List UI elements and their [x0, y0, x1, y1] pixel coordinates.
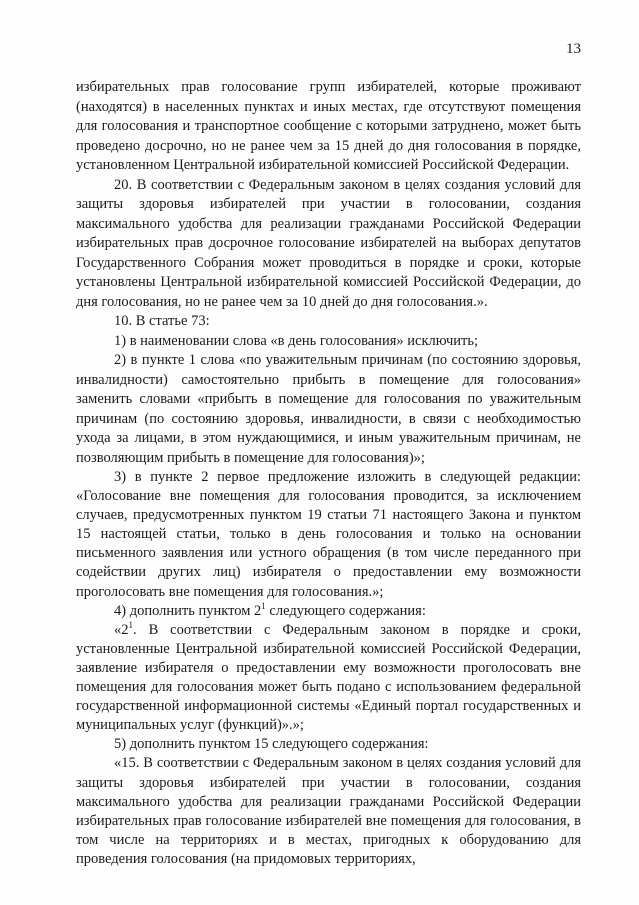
text-segment: . В соответствии с Федеральным законом в порядке и сроки, установленные Центральной избирательной комиссией Российской Федерации, заявление избирателя о предоставлении ему возможности проголосовать вне помещения для голосования может быть подано с использованием федеральной государственной информационной системы «Единый портал государственных и муниципальных услуг (функций)».»;: [76, 621, 581, 734]
paragraph-point-2-1: [76, 621, 581, 736]
paragraph-subitem-4: [76, 602, 581, 621]
text-segment: следующего содержания:: [265, 602, 426, 619]
superscript: 1: [128, 619, 133, 630]
page-number: 13: [566, 41, 581, 57]
paragraph-subitem-3: 3) в пункте 2 первое предложение изложить в следующей редакции: «Голосование вне помещения для голосования проводится, за исключением случаев, предусмотренных пунктом 19 статьи 71 настоящего Закона и пунктом 15 настоящей статьи, только в день голосования и только на основании письменного заявления или устного обращения (в том числе переданного при содействии других лиц) избирателя о предоставлении ему возможности проголосовать вне помещения для голосования.»;: [76, 469, 581, 600]
paragraph-article-73-heading: 10. В статье 73:: [114, 313, 210, 329]
document-body: [76, 78, 581, 869]
paragraph-subitem-5: 5) дополнить пунктом 15 следующего содержания:: [114, 736, 429, 753]
text-segment: «2: [114, 621, 129, 638]
superscript: 1: [261, 600, 266, 611]
paragraph-point-15: «15. В соответствии с Федеральным законом в целях создания условий для защиты здоровья избирателей при участии в голосовании, создания максимального удобства для реализации гражданами Российской Федерации избирательных прав голосование избирателей вне помещения для голосования, в том числе на территориях и в местах, пригодных к оборудованию для проведения голосования (на придомовых территориях,: [76, 755, 581, 867]
paragraph-item-20: 20. В соответствии с Федеральным законом в целях создания условий для защиты здоровья избирателей при участии в голосовании, создания максимального удобства для реализации гражданами Российской Федерации избирательных прав досрочное голосование избирателей на выборах депутатов Государственного Собрания может проводиться в порядке и сроки, которые установлены Центральной избирательной комиссией Российской Федерации, до дня голосования, но не ранее чем за 10 дней до дня голосования.».: [76, 176, 581, 310]
paragraph-subitem-2: 2) в пункте 1 слова «по уважительным причинам (по состоянию здоровья, инвалидности) самостоятельно прибыть в помещение для голосования» заменить словами «прибыть в помещение для голосования по уважительным причинам (по состоянию здоровья, инвалидности, в связи с необходимостью ухода за лицами, в этом нуждающимися, и иным уважительным причинам, не позволяющим прибыть в помещение для голосования)»;: [76, 352, 581, 466]
text-segment: 4) дополнить пунктом 2: [114, 602, 262, 619]
paragraph-continuation: избирательных прав голосование групп избирателей, которые проживают (находятся) в населенных пунктах и иных местах, где отсутствуют помещения для голосования и транспортное сообщение с которыми затруднено, может быть проведено досрочно, но не ранее чем за 15 дней до дня голосования в порядке, установленном Центральной избирательной комиссией Российской Федерации.: [76, 79, 581, 173]
paragraph-subitem-1: 1) в наименовании слова «в день голосования» исключить;: [114, 332, 479, 349]
